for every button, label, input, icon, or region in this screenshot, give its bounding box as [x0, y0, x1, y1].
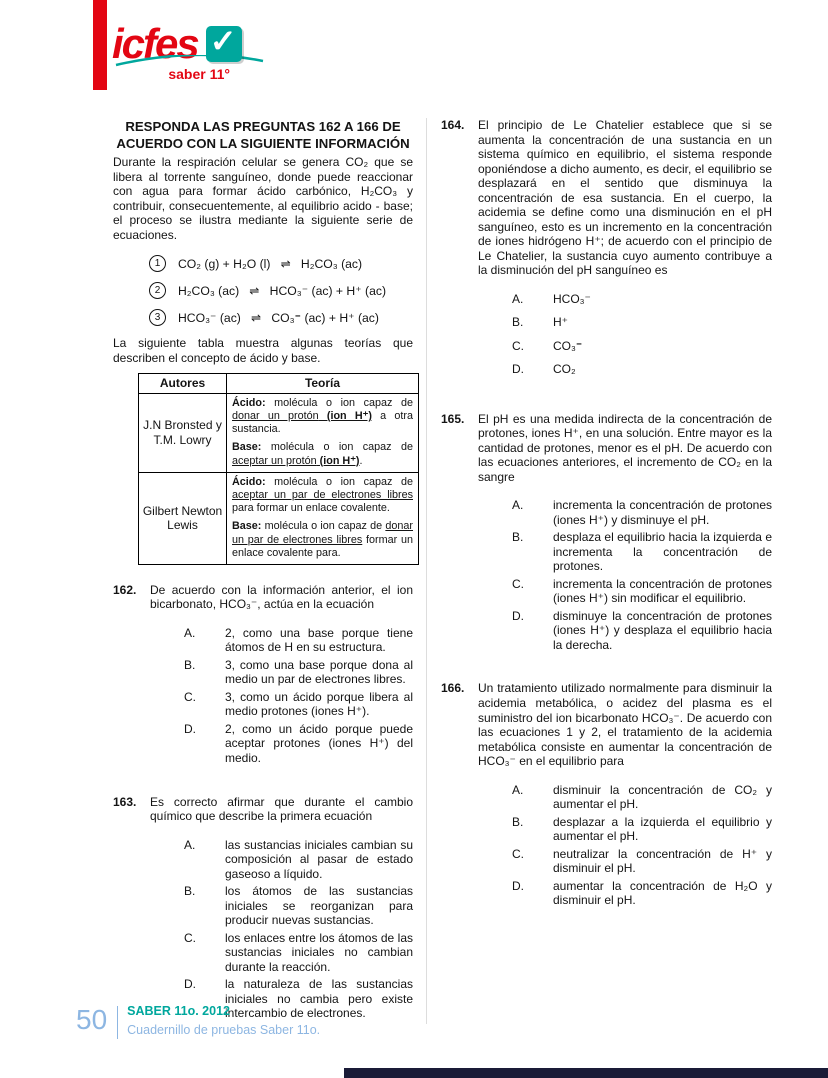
option-b: [478, 815, 772, 844]
question-text: El pH es una medida indirecta de la concentración de protones, iones H⁺, en una solución. Entre mayor es la cantidad de protones, menor es el pH. De acuerdo con las ecuaciones anteriores, el incremento de CO₂ en la sangre: [478, 411, 772, 484]
option-a: [478, 783, 772, 812]
table-header-row: [139, 374, 419, 394]
question-options: [150, 626, 413, 766]
page-edge-red-bar: [93, 0, 107, 90]
option-text: HCO₃⁻: [553, 291, 591, 306]
option-c: [478, 339, 772, 354]
logo-tagline: saber 11°: [168, 65, 230, 82]
question-165: [441, 412, 772, 656]
table-row-lewis: [139, 472, 419, 564]
option-letter: B.: [512, 530, 524, 545]
question-164: [441, 118, 772, 386]
option-text: las sustancias iniciales cambian su composición al pasar de estado gaseoso a líquido.: [225, 837, 413, 881]
acido-text-end: a otra sustancia.: [232, 410, 413, 436]
base-text: molécula o ion capaz de: [261, 441, 413, 454]
option-c: [150, 931, 413, 975]
equation-number-icon: 2: [149, 282, 166, 299]
question-text: De acuerdo con la información anterior, el ion bicarbonato, HCO₃⁻, actúa en la ecuación: [150, 582, 413, 612]
option-c: [150, 690, 413, 719]
footer-booklet-subtitle: Cuadernillo de pruebas Saber 11o.: [127, 1023, 321, 1038]
author-cell: J.N Bronsted y T.M. Lowry: [139, 393, 227, 472]
equation-formula: H₂CO₃ (ac) ⇌ HCO₃⁻ (ac) + H⁺ (ac): [178, 283, 387, 298]
option-text: disminuye la concentración de protones (iones H⁺) y desplaza el equilibrio hacia la derecha.: [553, 608, 772, 652]
option-a: [478, 292, 772, 307]
question-number: 162.: [113, 582, 137, 597]
option-b: [478, 530, 772, 574]
option-text: incrementa la concentración de protones (iones H⁺) sin modificar el equilibrio.: [553, 576, 772, 606]
acido-label: Ácido:: [232, 396, 266, 409]
check-glyph: ✓: [209, 23, 237, 59]
theory-cell: [227, 393, 419, 472]
base-bold-phrase: (ion H⁺): [316, 454, 360, 467]
option-letter: D.: [512, 608, 524, 623]
question-163: [113, 795, 413, 1024]
option-letter: B.: [512, 814, 524, 829]
option-letter: B.: [512, 315, 524, 330]
instructions-intro: Durante la respiración celular se genera CO₂ que se libera al torrente sanguíneo, donde puede reaccionar con agua para formar ácido carbónico, H₂CO₃ y contribuir, consecuentemente, al equilibrio acido - base; el proceso se ilustra mediante la siguiente serie de ecuaciones.: [113, 155, 413, 242]
option-letter: A.: [512, 782, 524, 797]
option-letter: D.: [512, 878, 524, 893]
option-text: disminuir la concentración de CO₂ y aumentar el pH.: [553, 782, 772, 812]
option-d: [478, 879, 772, 908]
equation-formula: HCO₃⁻ (ac) ⇌ CO₃⁼ (ac) + H⁺ (ac): [178, 310, 379, 325]
left-column: [113, 118, 426, 1024]
option-letter: A.: [184, 625, 196, 640]
footer-divider: [117, 1006, 118, 1039]
question-options: [150, 838, 413, 1021]
question-number: 163.: [113, 794, 137, 809]
question-body: [150, 795, 413, 1024]
question-166: [441, 681, 772, 910]
base-text-end: .: [359, 454, 363, 467]
option-letter: A.: [184, 837, 196, 852]
table-caption: La siguiente tabla muestra algunas teorías que describen el concepto de ácido y base.: [113, 336, 413, 365]
option-text: los enlaces entre los átomos de las sustancias iniciales no cambian durante la reacción.: [225, 930, 413, 974]
option-text: desplazar a la izquierda el equilibrio y aumentar el pH.: [553, 814, 772, 844]
option-a: [478, 498, 772, 527]
question-options: [478, 292, 772, 377]
acido-text: molécula o ion capaz de: [265, 396, 413, 409]
option-letter: A.: [512, 291, 524, 306]
question-number: 166.: [441, 681, 465, 696]
option-letter: C.: [512, 576, 524, 591]
option-d: [150, 722, 413, 766]
option-c: [478, 577, 772, 606]
option-d: [478, 609, 772, 653]
question-text: El principio de Le Chatelier establece que si se aumenta la concentración de una sustancia en un sistema químico en equilibrio, el sistema responde oponiéndose a dicho aumento, es decir, el equilibrio se desplazará en el sentido que disminuya la concentración de esa sustancia. En el cuerpo, la acidemia se define como una disminución en el pH sanguíneo, esto es un incremento en la concentración de iones hidrógeno H⁺; de acuerdo con el principio de Le Chatelier, la sustancia cuyo aumento contribuye a la disminución del pH sanguíneo es: [478, 118, 772, 278]
table-row-bronsted-lowry: [139, 393, 419, 472]
option-text: 2, como una base porque tiene átomos de H en su estructura.: [225, 625, 413, 655]
icfes-brand-text: icfes: [112, 20, 198, 67]
base-text: molécula o ion capaz de: [261, 520, 386, 533]
option-text: los átomos de las sustancias iniciales se reorganizan para producir nuevas sustancias.: [225, 884, 413, 928]
equation-1: [149, 255, 413, 272]
base-definition: [232, 520, 413, 560]
question-body: [478, 681, 772, 910]
option-text: aumentar la concentración de H₂O y disminuir el pH.: [553, 878, 772, 908]
instructions-title: RESPONDA LAS PREGUNTAS 162 A 166 DE ACUERDO CON LA SIGUIENTE INFORMACIÓN: [116, 119, 410, 152]
acido-definition: [232, 476, 413, 516]
equation-2: [149, 282, 413, 299]
acido-underlined-phrase: aceptar un par de electrones libres: [232, 488, 413, 501]
option-c: [478, 847, 772, 876]
option-b: [150, 884, 413, 928]
option-b: [150, 658, 413, 687]
acido-underlined-phrase: donar un protón: [232, 410, 319, 423]
equation-number-icon: 3: [149, 309, 166, 326]
table-header-autores: Autores: [139, 374, 227, 394]
option-letter: C.: [512, 846, 524, 861]
option-letter: C.: [184, 689, 196, 704]
equations-block: [149, 255, 413, 326]
question-number: 165.: [441, 411, 465, 426]
question-text: Es correcto afirmar que durante el cambio químico que describe la primera ecuación: [150, 794, 413, 824]
question-162: [113, 583, 413, 769]
option-text: CO₂: [553, 362, 576, 377]
option-text: CO₃⁼: [553, 338, 583, 353]
theories-table: [138, 373, 419, 564]
option-letter: A.: [512, 498, 524, 513]
acido-text-end: para formar un enlace covalente.: [232, 502, 390, 515]
author-cell: Gilbert Newton Lewis: [139, 472, 227, 564]
option-a: [150, 838, 413, 882]
acido-label: Ácido:: [232, 475, 266, 488]
option-letter: C.: [512, 338, 524, 353]
option-text: la naturaleza de las sustancias iniciales no cambia pero existe intercambio de electrones.: [225, 977, 413, 1021]
acido-text: molécula o ion capaz de: [265, 475, 413, 488]
page-number: 50: [76, 1004, 108, 1035]
question-text: Un tratamiento utilizado normalmente para disminuir la acidemia metabólica, o acidez del plasma es el suministro del ion bicarbonato HCO₃⁻. De acuerdo con las ecuaciones 1 y 2, el tratamiento de la acidemia metabólica consiste en aumentar la concentración de HCO₃⁻ en el equilibrio para: [478, 681, 772, 769]
theory-cell: [227, 472, 419, 564]
option-text: desplaza el equilibrio hacia la izquierda e incrementa la concentración de protones.: [553, 530, 772, 574]
equation-number-icon: 1: [149, 255, 166, 272]
question-options: [478, 783, 772, 908]
acido-definition: [232, 397, 413, 437]
option-text: 3, como un ácido porque libera al medio protones (iones H⁺).: [225, 689, 413, 719]
option-letter: D.: [512, 362, 524, 377]
option-text: neutralizar la concentración de H⁺ y disminuir el pH.: [553, 846, 772, 876]
page-content: [113, 118, 772, 1024]
base-label: Base:: [232, 441, 262, 454]
question-body: [150, 583, 413, 769]
footer-text: [127, 1004, 320, 1038]
option-text: 2, como un ácido porque puede aceptar protones (iones H⁺) del medio.: [225, 721, 413, 765]
footer-booklet-title: SABER 11o. 2012: [127, 1004, 230, 1018]
option-letter: B.: [184, 884, 196, 899]
option-d: [478, 362, 772, 377]
question-options: [478, 498, 772, 652]
option-a: [150, 626, 413, 655]
question-number: 164.: [441, 118, 465, 132]
option-letter: C.: [184, 930, 196, 945]
equation-3: [149, 309, 413, 326]
question-body: [478, 412, 772, 656]
option-text: 3, como una base porque dona al medio un par de electrones libres.: [225, 657, 413, 687]
acido-bold-phrase: (ion H⁺): [318, 410, 372, 423]
option-letter: D.: [184, 721, 196, 736]
saber-check-icon: [206, 23, 242, 62]
page-bottom-bar: [344, 1068, 828, 1078]
base-underlined-phrase: donar un par de electrones libres: [232, 520, 413, 546]
right-column: [426, 118, 772, 1024]
base-label: Base:: [232, 520, 262, 533]
page-footer: [76, 1004, 320, 1039]
icfes-logo: [112, 20, 272, 83]
base-definition: [232, 441, 413, 467]
option-letter: B.: [184, 657, 196, 672]
equation-formula: CO₂ (g) + H₂O (l) ⇌ H₂CO₃ (ac): [178, 256, 363, 271]
option-text: incrementa la concentración de protones (iones H⁺) y disminuye el pH.: [553, 498, 772, 527]
option-b: [478, 315, 772, 330]
option-letter: D.: [184, 977, 196, 992]
base-text-end: formar un enlace covalente para.: [232, 533, 413, 559]
option-text: H⁺: [553, 315, 568, 330]
question-body: [478, 118, 772, 386]
base-underlined-phrase: aceptar un protón: [232, 454, 317, 467]
table-header-teoria: Teoría: [227, 374, 419, 394]
